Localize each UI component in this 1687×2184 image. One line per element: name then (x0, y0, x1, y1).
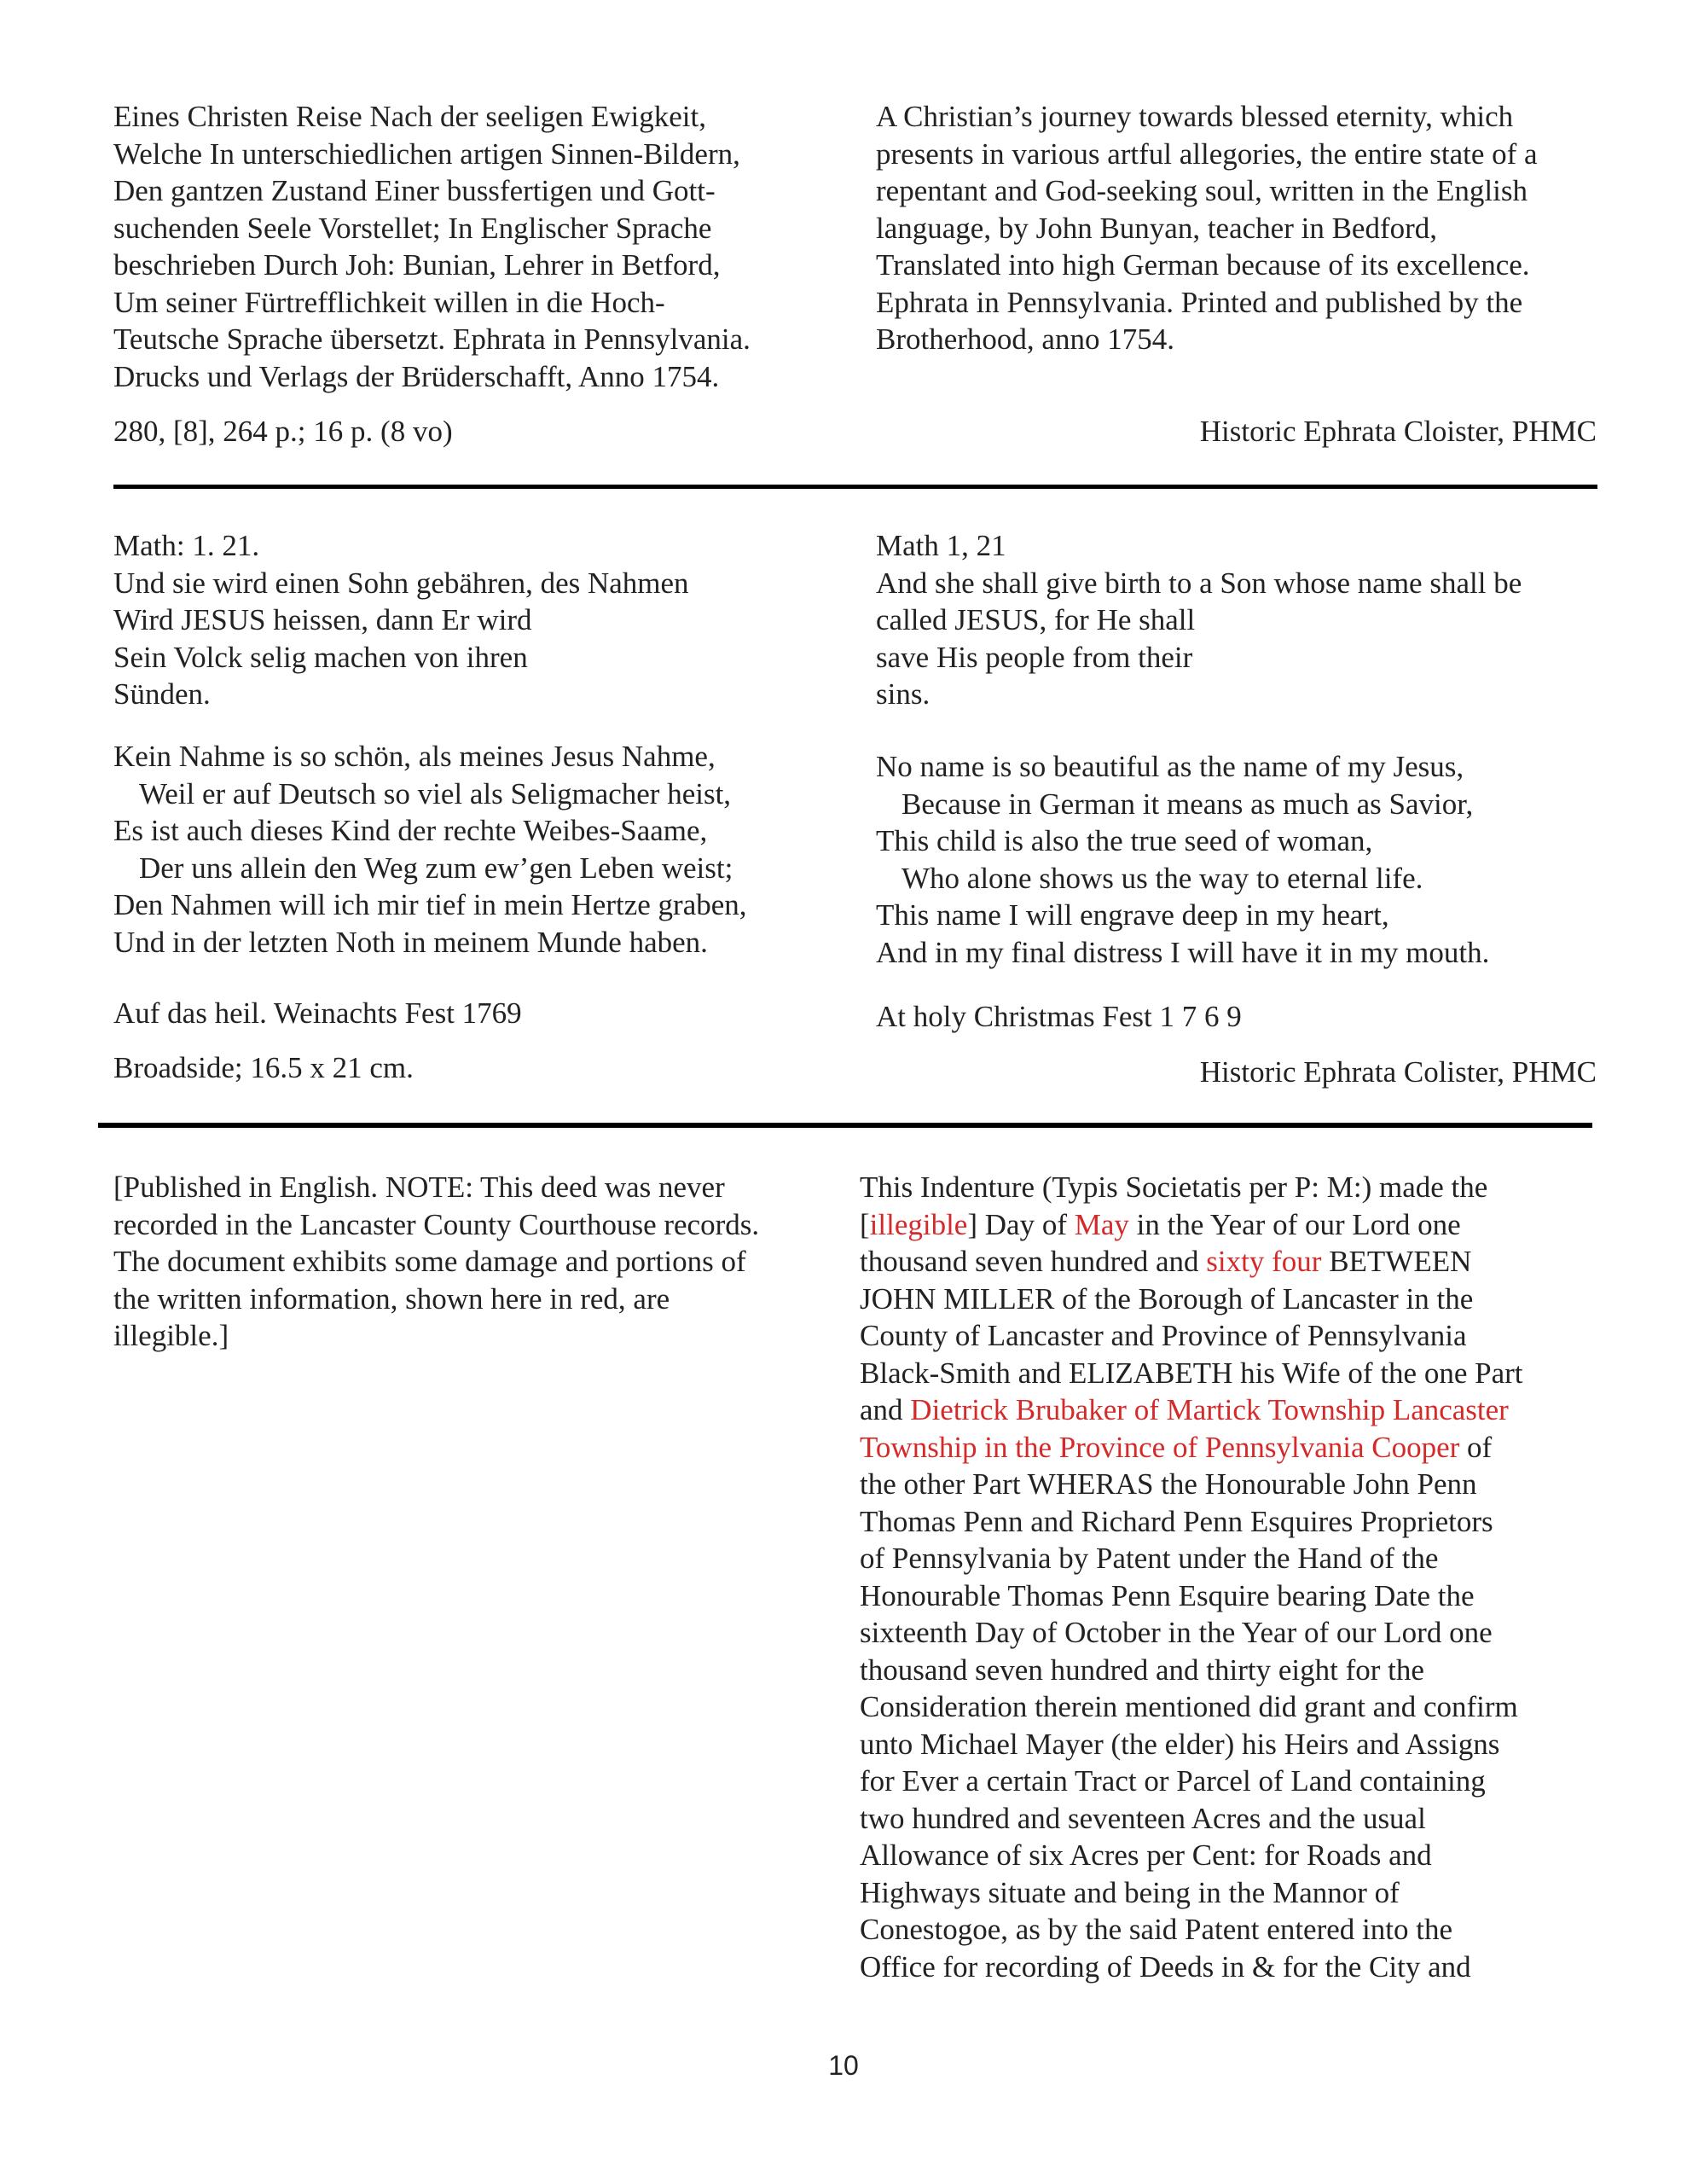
deed-line: Black-Smith and ELIZABETH his Wife of the one Part (860, 1356, 1523, 1390)
deed-line: unto Michael Mayer (the elder) his Heirs and Assigns (860, 1727, 1500, 1761)
english-verse-line: called JESUS, for He shall (876, 603, 1196, 636)
english-verse-line: sins. (876, 677, 930, 711)
entry2-english-poem (876, 748, 1597, 971)
english-poem-line: Because in German it means as much as Savior, (901, 787, 1474, 821)
note-line: illegible.] (113, 1319, 229, 1352)
deed-line: of Pennsylvania by Patent under the Hand of the (860, 1542, 1439, 1575)
german-poem-line: Weil er auf Deutsch so viel als Seligmacher heist, (139, 776, 732, 810)
deed-text (860, 1169, 1597, 1985)
deed-line: Honourable Thomas Penn Esquire bearing Date the (860, 1578, 1475, 1612)
note-line: The document exhibits some damage and portions of (113, 1245, 746, 1278)
english-title-line: Brotherhood, anno 1754. (876, 322, 1174, 356)
german-title-line: Teutsche Sprache übersetzt. Ephrata in Pennsylvania. (113, 322, 751, 356)
deed-line: for Ever a certain Tract or Parcel of Land containing (860, 1764, 1486, 1798)
english-title-line: language, by John Bunyan, teacher in Bedford, (876, 211, 1438, 245)
deed-line: This Indenture (Typis Societatis per P: M:) made the (860, 1170, 1488, 1204)
german-verse-line: Und sie wird einen Sohn gebähren, des Nahmen (113, 566, 689, 600)
entry2-english-verse (876, 527, 1597, 713)
german-poem-line: Und in der letzten Noth in meinem Munde haben. (113, 925, 708, 959)
entry2-german-verse (113, 527, 813, 713)
deed-line: [illegible] Day of May in the Year of our Lord one (860, 1207, 1461, 1241)
german-poem-line: Kein Nahme is so schön, als meines Jesus Nahme, (113, 740, 716, 773)
german-verse-line: Sünden. (113, 677, 211, 711)
entry1-german-title (113, 98, 813, 395)
note-line: the written information, shown here in red, are (113, 1281, 670, 1316)
english-verse-line: save His people from their (876, 640, 1193, 674)
german-title-line: suchenden Seele Vorstellet; In Englischer Sprache (113, 211, 712, 245)
german-title-line: Welche In unterschiedlichen artigen Sinnen-Bildern, (113, 136, 740, 171)
deed-line: thousand seven hundred and sixty four BETWEEN (860, 1245, 1472, 1278)
deed-line: two hundred and seventeen Acres and the usual (860, 1801, 1426, 1835)
entry3-note (113, 1169, 813, 1355)
english-title-line: Translated into high German because of its excellence. (876, 248, 1530, 282)
deed-line: and Dietrick Brubaker of Martick Township Lancaster (860, 1393, 1509, 1426)
english-title-line: Ephrata in Pennsylvania. Printed and published by the (876, 285, 1523, 319)
deed-line: Highways situate and being in the Mannor of (860, 1875, 1400, 1909)
english-title-line: repentant and God-seeking soul, written in the English (876, 174, 1528, 207)
deed-line: County of Lancaster and Province of Pennsylvania (860, 1319, 1467, 1352)
illegible-text: Township in the Province of Pennsylvania Cooper (860, 1430, 1460, 1464)
german-occasion: Auf das heil. Weinachts Fest 1769 (113, 996, 522, 1030)
section-divider (113, 485, 1597, 489)
deed-line: Township in the Province of Pennsylvania Cooper of (860, 1430, 1493, 1464)
illegible-text: Dietrick Brubaker of Martick Township Lancaster (910, 1393, 1509, 1426)
section-divider (98, 1123, 1592, 1128)
english-occasion: At holy Christmas Fest 1 7 6 9 (876, 1000, 1242, 1033)
german-verse-line: Math: 1. 21. (113, 529, 260, 562)
note-line: recorded in the Lancaster County Courthouse records. (113, 1207, 760, 1241)
page-number: 10 (828, 2050, 859, 2081)
german-title-line: Drucks und Verlags der Brüderschafft, Anno 1754. (113, 359, 720, 393)
german-poem-line: Den Nahmen will ich mir tief in mein Hertze graben, (113, 888, 747, 921)
deed-line: Consideration therein mentioned did grant and confirm (860, 1690, 1518, 1723)
german-poem-line: Es ist auch dieses Kind der rechte Weibes-Saame, (113, 814, 708, 847)
note-line: [Published in English. NOTE: This deed was never (113, 1170, 725, 1204)
illegible-text: May (1074, 1207, 1129, 1241)
german-title-line: Um seiner Fürtrefflichkeit willen in die Hoch- (113, 285, 665, 319)
deed-line: thousand seven hundred and thirty eight for the (860, 1653, 1424, 1687)
english-poem-line: This child is also the true seed of woman, (876, 824, 1373, 857)
entry1-english-title (876, 98, 1597, 358)
physical-description: 280, [8], 264 p.; 16 p. (8 vo) (113, 415, 453, 448)
german-title-line: Eines Christen Reise Nach der seeligen Ewigkeit, (113, 100, 706, 133)
physical-description: Broadside; 16.5 x 21 cm. (113, 1051, 414, 1084)
deed-line: JOHN MILLER of the Borough of Lancaster in the (860, 1281, 1474, 1316)
english-poem-line: Who alone shows us the way to eternal life. (901, 861, 1423, 895)
illegible-text: illegible (869, 1207, 968, 1241)
german-verse-line: Wird JESUS heissen, dann Er wird (113, 603, 532, 636)
german-verse-line: Sein Volck selig machen von ihren (113, 640, 528, 674)
german-title-line: beschrieben Durch Joh: Bunian, Lehrer in Betford, (113, 248, 721, 282)
english-poem-line: This name I will engrave deep in my heart, (876, 898, 1389, 932)
deed-line: Thomas Penn and Richard Penn Esquires Proprietors (860, 1504, 1493, 1538)
english-verse-line: Math 1, 21 (876, 529, 1006, 562)
german-poem-line: Der uns allein den Weg zum ew’gen Leben weist; (139, 851, 733, 885)
source-credit: Historic Ephrata Cloister, PHMC (1199, 415, 1597, 448)
english-poem-line: And in my final distress I will have it in my mouth. (876, 935, 1490, 969)
deed-line: Conestogoe, as by the said Patent entered into the (860, 1913, 1452, 1946)
entry2-german-poem (113, 738, 813, 961)
source-credit: Historic Ephrata Colister, PHMC (1199, 1055, 1597, 1089)
deed-line: the other Part WHERAS the Honourable John Penn (860, 1467, 1477, 1501)
illegible-text: sixty four (1206, 1245, 1322, 1278)
german-title-line: Den gantzen Zustand Einer bussfertigen und Gott- (113, 174, 716, 207)
deed-line: Office for recording of Deeds in & for the City and (860, 1949, 1471, 1984)
english-verse-line: And she shall give birth to a Son whose name shall be (876, 566, 1522, 600)
english-title-line: presents in various artful allegories, the entire state of a (876, 136, 1538, 171)
deed-line: Allowance of six Acres per Cent: for Roads and (860, 1838, 1432, 1872)
english-title-line: A Christian’s journey towards blessed eternity, which (876, 100, 1514, 133)
english-poem-line: No name is so beautiful as the name of my Jesus, (876, 750, 1464, 783)
deed-line: sixteenth Day of October in the Year of our Lord one (860, 1616, 1493, 1649)
